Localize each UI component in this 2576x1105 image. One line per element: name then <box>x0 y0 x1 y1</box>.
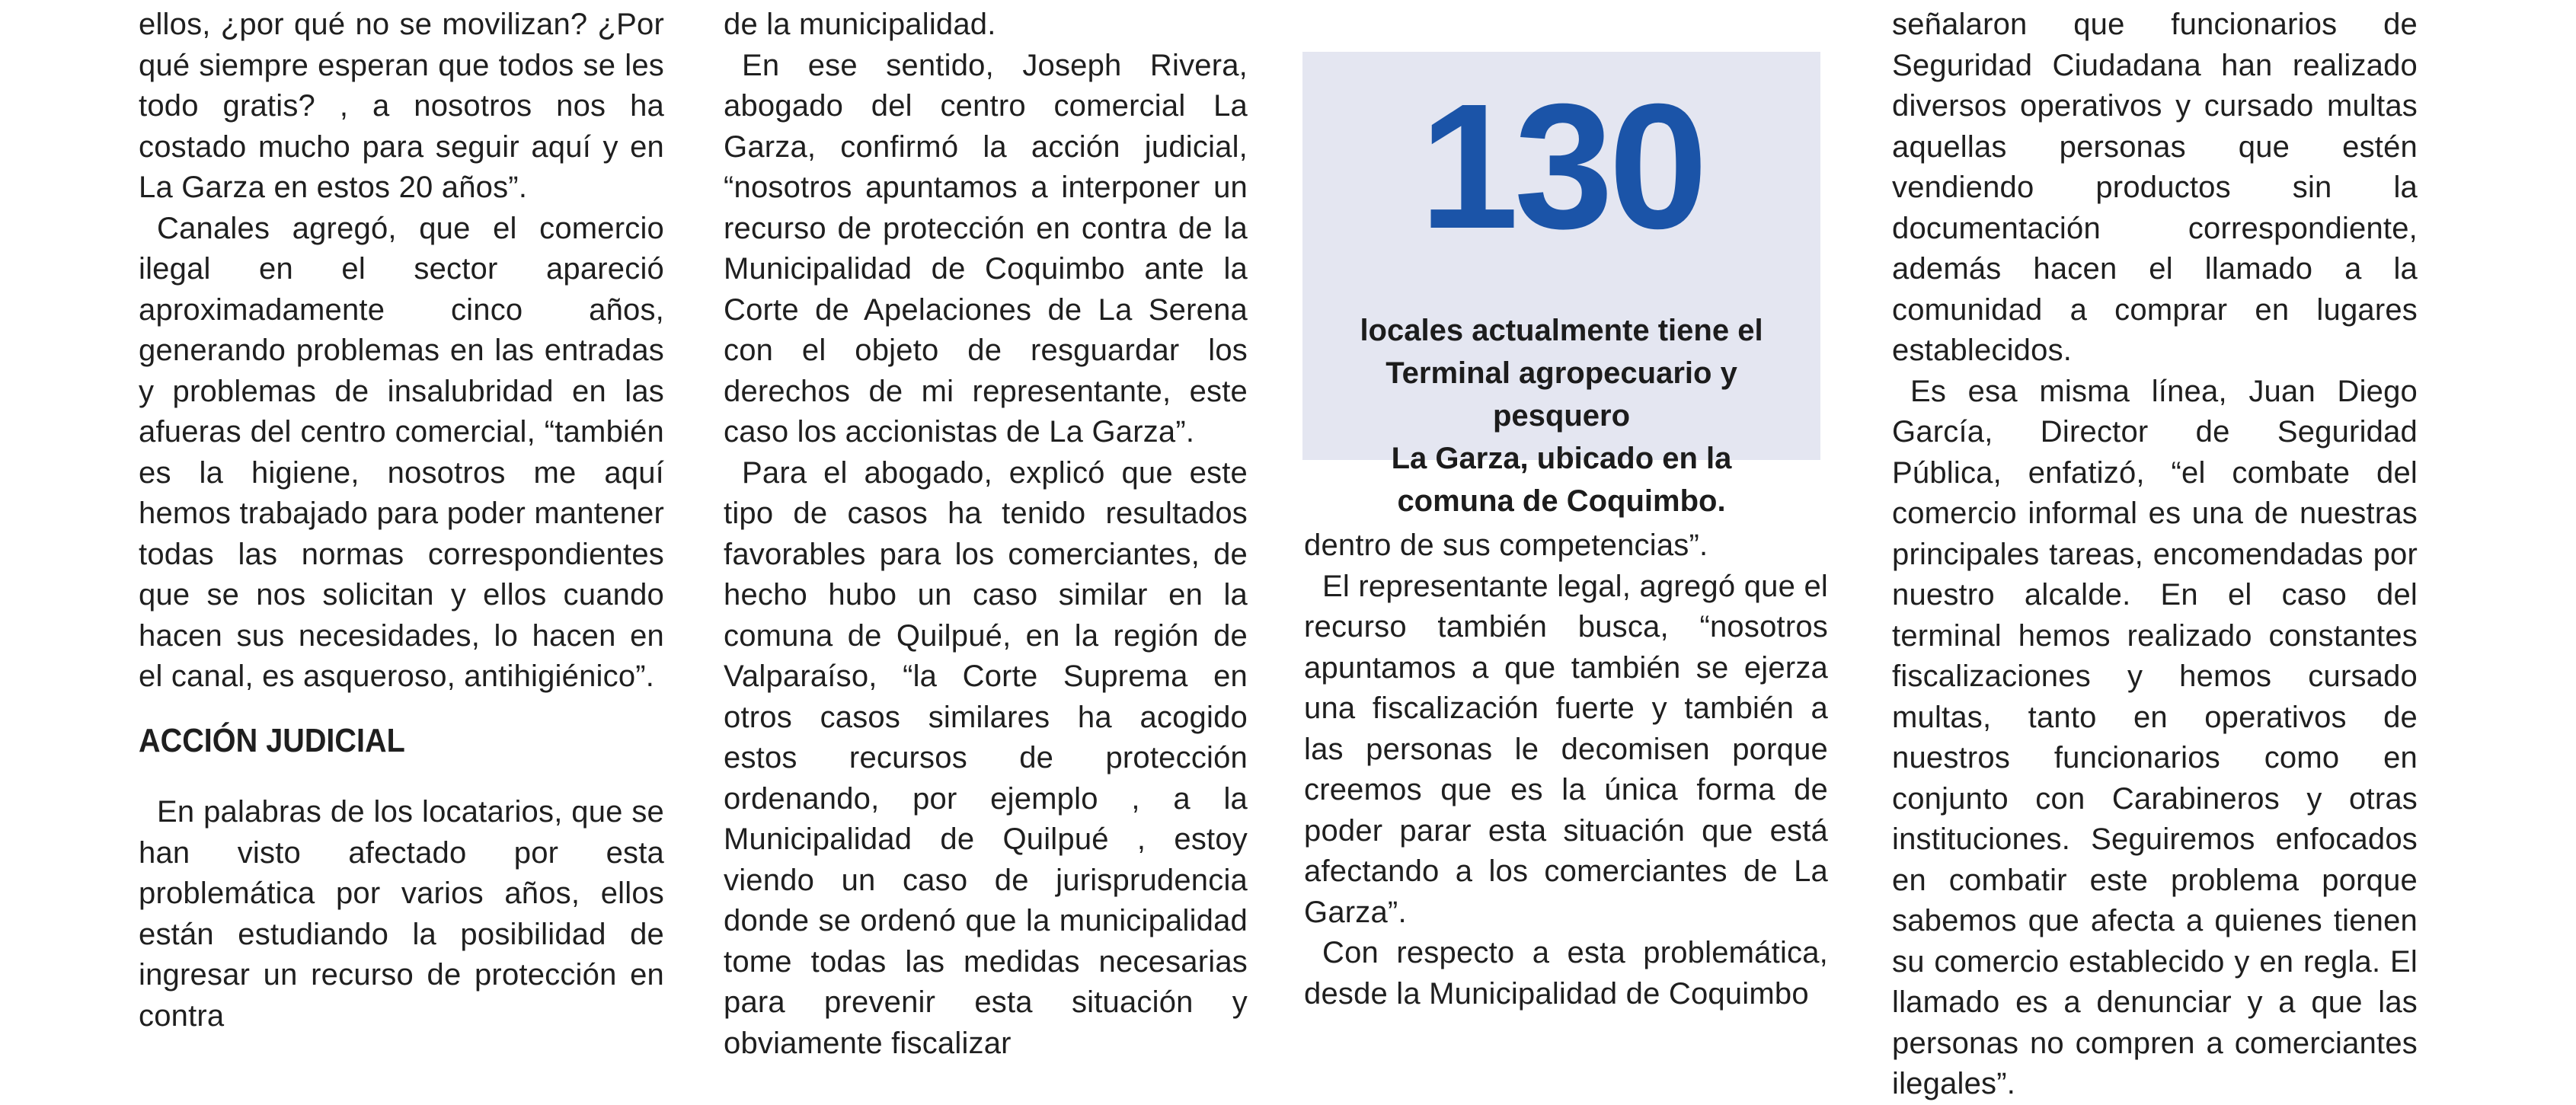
paragraph: Canales agregó, que el comercio ilegal en el sector apareció aproximadamente cinco años, generando problemas en las entradas y problemas de insalubridad en las afueras del centro comercial, “también es la higiene, nosotros me aquí hemos trabajado para poder mantener todas las normas correspondientes que se nos solicitan y ellos cuando hacen sus necesidades, lo hacen en el canal, es asqueroso, antihigiénico”. <box>139 211 664 693</box>
paragraph: Es esa misma línea, Juan Diego García, Director de Seguridad Pública, enfatizó, “el combate del comercio informal es una de nuestras principales tareas, encomendadas por nuestro alcalde. En el caso del terminal hemos realizado constantes fiscalizaciones y hemos cursado multas, tanto en operativos de nuestros funcionarios como en conjunto con Carabineros y otras instituciones. Seguiremos enfocados en combatir este problema porque sabemos que afecta a quienes tienen su comercio establecido y en regla. El llamado es a denunciar y a que las personas no compren a comerciantes ilegales”. <box>1892 374 2418 1100</box>
paragraph: En ese sentido, Joseph Rivera, abogado del centro comercial La Garza, confirmó la acción judicial, “nosotros apuntamos a interponer un recurso de protección en contra de la Municipalidad de Coquimbo ante la Corte de Apelaciones de La Serena con el objeto de resguardar los derechos de mi representante, este caso los accionistas de La Garza”. <box>724 48 1248 449</box>
fact-box <box>1302 52 1820 518</box>
section-heading: ACCIÓN JUDICIAL <box>139 722 405 759</box>
fact-number: 130 <box>1419 66 1704 266</box>
article-column-2 <box>724 5 1248 1064</box>
paragraph: Para el abogado, explicó que este tipo de casos ha tenido resultados favorables para los comerciantes, de hecho hubo un caso similar en la comuna de Quilpué, en la región de Valparaíso, “la Corte Suprema en otros casos similares ha acogido estos recursos de protección ordenando, por ejemplo , a la Municipalidad de Quilpué , estoy viendo un caso de jurisprudencia donde se ordenó que la municipalidad tome todas las medidas necesarias para prevenir esta situación y obviamente fiscalizar <box>724 455 1248 1060</box>
paragraph: El representante legal, agregó que el recurso también busca, “nosotros apuntamos a que también se ejerza una fiscalización fuerte y también a las personas le decomisen porque creemos que es la única forma de poder parar esta situación que está afectando a los comerciantes de La Garza”. <box>1304 569 1828 929</box>
paragraph: ellos, ¿por qué no se movilizan? ¿Por qué siempre esperan que todos se les todo gratis? , a nosotros nos ha costado mucho para seguir aquí y en La Garza en estos 20 años”. <box>139 8 664 204</box>
paragraph: señalaron que funcionarios de Seguridad Ciudadana han realizado diversos operativos y cursado multas aquellas personas que estén vendiendo productos sin la documentación correspondiente, además hacen el llamado a la comunidad a comprar en lugares establecidos. <box>1892 8 2418 367</box>
paragraph: dentro de sus competencias”. <box>1304 529 1708 562</box>
article-column-4 <box>1892 5 2418 1105</box>
article-column-3 <box>1304 525 1828 1014</box>
fact-caption: locales actualmente tiene el Terminal agropecuario y pesquero La Garza, ubicado en la comuna de Coquimbo. <box>1360 314 1763 518</box>
paragraph: En palabras de los locatarios, que se han visto afectado por esta problemática por varios años, ellos están estudiando la posibilidad de ingresar un recurso de protección en contra <box>139 795 664 1033</box>
article-column-1 <box>139 5 664 698</box>
article-column-1-continued <box>139 792 664 1036</box>
paragraph: de la municipalidad. <box>724 8 996 41</box>
paragraph: Con respecto a esta problemática, desde la Municipalidad de Coquimbo <box>1304 936 1828 1011</box>
